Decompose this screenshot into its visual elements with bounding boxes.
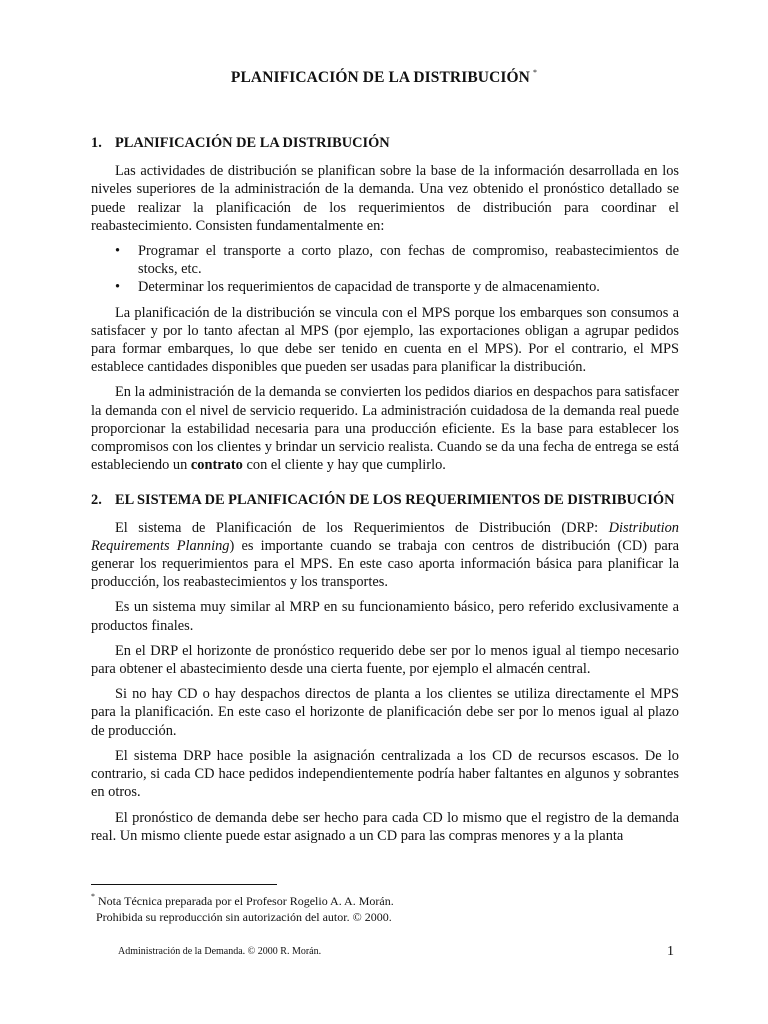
footnote-mark: * xyxy=(91,892,95,901)
paragraph-text: En la administración de la demanda se convierten los pedidos diarios en despachos para satisfacer la demanda con el nivel de servicio requerido. La administración cuidadosa de la demanda real puede proporcionar la estabilidad necesaria para una producción eficiente. Es la base para establecer los compromisos con los clientes y brindar un servicio realista. Cuando se da una fecha de entrega se está estableciendo un xyxy=(91,384,679,474)
section-1-number: 1. xyxy=(91,135,102,151)
section-2-paragraph-4: Si no hay CD o hay despachos directos de planta a los clientes se utiliza directamente el MPS para la planificación. En este caso el horizonte de planificación debe ser por lo menos igual al plazo de producción. xyxy=(91,686,679,739)
section-2-heading xyxy=(91,491,679,509)
italic-term: Distribution Requirements Planning xyxy=(91,519,679,554)
page-number: 1 xyxy=(667,944,674,959)
bullet-item xyxy=(91,242,679,278)
title-footnote-mark: * xyxy=(532,68,538,77)
bold-term-contrato: contrato xyxy=(190,457,243,474)
section-2-paragraph-1 xyxy=(91,519,679,592)
section-1-bullet-list xyxy=(91,242,679,297)
section-2-paragraph-2: Es un sistema muy similar al MRP en su funcionamiento básico, pero referido exclusivamente a productos finales. xyxy=(91,599,679,634)
section-1-paragraph-2: La planificación de la distribución se vincula con el MPS porque los embarques son consumos a satisfacer y por lo tanto afectan al MPS (por ejemplo, las exportaciones obligan a agrupar pedidos para formar embarques, lo que debe ser tenido en cuenta en el MPS). Por el contrario, el MPS establece cantidades disponibles que pueden ser usadas para planificar la distribución. xyxy=(91,304,679,376)
bullet-marker: • xyxy=(115,279,121,296)
section-2-title: EL SISTEMA DE PLANIFICACIÓN DE LOS REQUERIMIENTOS DE DISTRIBUCIÓN xyxy=(115,492,675,509)
bullet-item xyxy=(91,278,679,296)
paragraph-text: ) es importante cuando se trabaja con centros de distribución (CD) para generar los requerimientos para el MPS. En este caso aporta información básica para planificar la producción, los reabastecimientos y los transportes. xyxy=(91,537,679,591)
section-2-paragraph-3: En el DRP el horizonte de pronóstico requerido debe ser por lo menos igual al tiempo necesario para obtener el abastecimiento desde una cierta fuente, por ejemplo el almacén central. xyxy=(91,642,679,678)
page-footer: Administración de la Demanda. © 2000 R. Morán. xyxy=(118,946,322,957)
footnote xyxy=(91,889,679,925)
footnote-line-2: Prohibida su reproducción sin autorización del autor. © 2000. xyxy=(96,910,392,924)
section-1-paragraph-1: Las actividades de distribución se planifican sobre la base de la información desarrollada en los niveles superiores de la administración de la demanda. Una vez obtenido el pronóstico detallado se puede realizar la planificación de los requerimientos de distribución para coordinar el reabastecimiento. Consisten fundamentalmente en: xyxy=(91,163,679,234)
bullet-text: Determinar los requerimientos de capacidad de transporte y de almacenamiento. xyxy=(138,279,600,296)
paragraph-text: El sistema de Planificación de los Requerimientos de Distribución (DRP: xyxy=(115,519,599,536)
paragraph-text: con el cliente y hay que cumplirlo. xyxy=(246,457,446,474)
page-title xyxy=(0,68,768,87)
section-1-paragraph-3 xyxy=(91,383,679,474)
page-title-text: PLANIFICACIÓN DE LA DISTRIBUCIÓN xyxy=(230,69,530,86)
footnote-text: Nota Técnica preparada por el Profesor Rogelio A. A. Morán. xyxy=(98,894,394,908)
section-2-paragraph-6: El pronóstico de demanda debe ser hecho para cada CD lo mismo que el registro de la demanda real. Un mismo cliente puede estar asignado a un CD para las compras menores y a la planta xyxy=(91,809,679,844)
bullet-text: Programar el transporte a corto plazo, con fechas de compromiso, reabastecimientos de stocks, etc. xyxy=(138,243,679,278)
section-2-paragraph-5: El sistema DRP hace posible la asignación centralizada a los CD de recursos escasos. De lo contrario, si cada CD hace pedidos independientemente podría haber faltantes en algunos y sobrantes en otros. xyxy=(91,747,679,801)
bullet-marker: • xyxy=(115,243,121,260)
document-body xyxy=(91,134,679,852)
footnote-line-1 xyxy=(91,889,679,909)
section-1-heading xyxy=(91,134,679,152)
section-1-title: PLANIFICACIÓN DE LA DISTRIBUCIÓN xyxy=(115,135,390,151)
footnote-divider xyxy=(91,884,277,885)
section-2-number: 2. xyxy=(91,492,102,509)
